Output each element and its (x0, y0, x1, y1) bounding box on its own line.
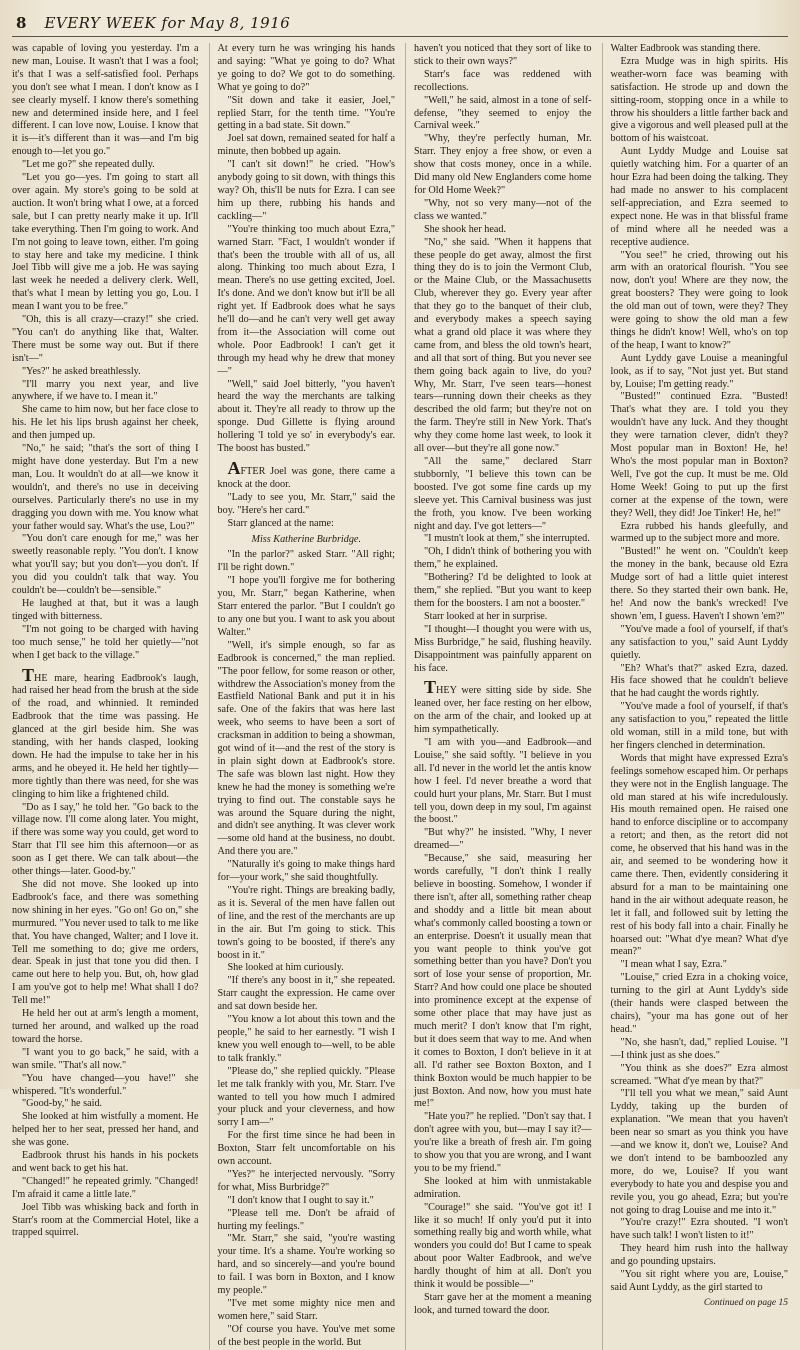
paragraph: Starr looked at her in surprise. (424, 610, 548, 622)
paragraph: "I've met some mighty nice men and women here," said Starr. (217, 1298, 395, 1322)
paragraph: "Oh, I didn't think of bothering you with them," he explained. (414, 546, 592, 571)
column-3 (405, 43, 592, 1350)
paragraph: Ezra Mudge was in high spirits. His weather-worn face was beaming with satisfaction. He strode up and down the sitting-room, stopping once in a while to throw his shoulders a little farther back and give a vigorous and well pleased pull at the bottom of his waistcoat. (610, 55, 788, 145)
paragraph: haven't you noticed that they sort of like to stick to their own ways?" (414, 43, 592, 67)
paragraph: "I mustn't look at them," she interrupted. (424, 533, 590, 545)
paragraph: Walter Eadbrook was standing there. (610, 43, 761, 54)
page-header (12, 14, 788, 37)
paragraph: "Bothering? I'd be delighted to look at them," she replied. "But you want to keep them for the boosters. I am not a booster." (414, 572, 592, 609)
paragraph: "I can't sit down!" he cried. "How's anybody going to sit down, with things this way? Oh, this'll be nuts for Ezra. I can see him up there, rubbing his hands and cackling—" (217, 159, 395, 222)
paragraph: "I'm not going to be charged with having too much sense," he told her quietly—"not when I get back to the village." (12, 623, 199, 661)
paragraph: Starr's face was reddened with recollections. (414, 68, 592, 93)
paragraph: She came to him now, but her face close to his. He let his lips brush against her cheek, and then jumped up. (12, 404, 199, 442)
paragraph: "I'll tell you what we mean," said Aunt Lyddy, taking up the burden of explanation. "We mean that you haven't been near so smart as you think you have—and we know it, don't we, Louise? And we don't intend to be bamboozled any more, do we, Louise? If you want everybody to hate you and despise you and revile you, you go ahead, Ezra; but you're not going to drag Louise and me into it." (610, 1088, 788, 1216)
paragraph: "Why, not so very many—not of the class we wanted." (414, 197, 592, 222)
paragraph: "You see!" he cried, throwing out his arm with an oratorical flourish. "You see now, don't you! Where are they now, the great boosters? They were going to look the old man out of town, were they? They were going to show the old man a few things he didn't know! Well, who's on top of the heap, I want to know?" (610, 249, 788, 351)
text-columns (12, 43, 788, 1348)
paragraph: She looked at him with unmistakable admiration. (414, 1175, 592, 1200)
paragraph: "Let you go—yes. I'm going to start all over again. My store's going to be sold at auction. It won't bring what I owe, at a forced sale, but I can pretty nearly make it up. It'll take everything. Then I'm going to work. And I'm not going to leave town, either. I'm going to stay here and take my medicine. I think Joel Tibb will give me a job. He was saying last week he needed a delivery clerk. Well, that's what I mean by letting you go, Lou. I mean I want you to be free." (12, 172, 199, 313)
paragraph: "All the same," declared Starr stubbornly, "I believe this town can be boosted. I've got some fine cards up my sleeve yet. This Carnival business was just the froth, you know. I've been working night and day. I've got letters—" (414, 456, 592, 532)
paragraph: "No," she said. "When it happens that these people do get away, almost the first thing they do is to join the Vermont Club, or the Maine Club, or the Massachusetts Club, wherever they go. Every year after that they go to the banquet of their club, and everybody makes a speech saying what a grand old place it was where they came from, and bless the old town's heart, and all that sort of thing. But you never see them going back again to live, do you? Why, Mr. Starr, I've seen tears—honest tears—running down their cheeks as they described the old farm; but they're not on the farm. They're still in New York. That's why they come home last week, to look it all over—but they're all gone now." (414, 236, 592, 455)
paragraph: "I thought—I thought you were with us, Miss Burbridge," he said, flushing heavily. Disappointment was painfully apparent on his face. (414, 623, 592, 674)
paragraph: "Of course you have. You've met some of the best people in the world. But (217, 1323, 395, 1348)
paragraph: "Eh? What's that?" asked Ezra, dazed. His face showed that he couldn't believe that he had caught the words rightly. (610, 662, 788, 700)
paragraph: She shook her head. (424, 223, 507, 235)
paragraph: "Louise," cried Ezra in a choking voice, turning to the girl at Aunt Lyddy's side (their hands were clasped between the chairs), "your ma has gone out of her head." (610, 972, 788, 1035)
paragraph: "I am with you—and Eadbrook—and Louise," she said softly. "I believe in you all. I'd never in the world let the antis know how I feel. I'd never breathe a word that could hurt your plans, Mr. Starr. But I must tell you, down deep in my soul, I'm against the boost." (414, 737, 592, 826)
paragraph: "Yes?" he interjected nervously. "Sorry for what, Miss Burbridge?" (217, 1168, 395, 1193)
paragraph: "I'll marry you next year, and live anywhere, if we have to. I mean it." (12, 378, 199, 403)
paragraph: "If there's any boost in it," she repeated. Starr caught the expression. He came over and sat down beside her. (217, 975, 395, 1013)
paragraph: "You've made a fool of yourself, if that's any satisfaction to you," said Aunt Lyddy quietly. (610, 623, 788, 661)
paragraph: "Oh, this is all crazy—crazy!" she cried. "You can't do anything like that, Walter. There must be some way out. But if there isn't—" (12, 314, 199, 364)
paragraph: Aunt Lyddy gave Louise a meaningful look, as if to say, "Not just yet. But stand by, Louise; I'm getting ready." (610, 352, 788, 390)
paragraph: "In the parlor?" asked Starr. "All right; I'll be right down." (217, 549, 395, 574)
paragraph: "Lady to see you, Mr. Starr," said the boy. "Here's her card." (217, 491, 395, 516)
paragraph: "You've made a fool of yourself, if that's any satisfaction to you," repeated the little old woman, still in a mild tone, but with her fingers clenched in determination. (610, 701, 788, 751)
column-2 (209, 43, 396, 1350)
paragraph: "You know a lot about this town and the people," he said to her earnestly. "I wish I knew you well enough to—well, to be able to talk frankly." (217, 1014, 395, 1064)
paragraph: For the first time since he had been in Boxton, Starr felt uncomfortable on his own account. (217, 1130, 395, 1168)
column-4 (602, 43, 789, 1350)
paragraph: "Hate you?" he replied. "Don't say that. I don't agree with you, but—may I say it?—you're like a breath of fresh air. I'm going to show you that you are wrong, and I want you to be my friend." (414, 1111, 592, 1174)
paragraph: She looked at him curiously. (227, 962, 344, 974)
paragraph: "No, she hasn't, dad," replied Louise. "I—I think just as she does." (610, 1036, 788, 1061)
paragraph: AFTER Joel was gone, there came a knock at the door. (217, 458, 395, 490)
paragraph: "You're thinking too much about Ezra," warned Starr. "Fact, I wouldn't wonder if that's been the trouble with all of us, all along. Thinking too much about Ezra, I mean. There's no use getting excited, Joel. It's done. And we don't know but it'll be all right yet. If Eadbrook does what he says he'll do—and he can't very well get away from it—the Association will come out whole. Poor Eadbrook! I can't get it through my head why he drew that money—" (217, 223, 395, 377)
paragraph: She looked at him wistfully a moment. He helped her to her seat, pressed her hand, and she was gone. (12, 1111, 199, 1149)
paragraph: Joel Tibb was whisking back and forth in Starr's room at the Commercial Hotel, like a trapped squirrel. (12, 1201, 199, 1239)
paragraph: "Please tell me. Don't be afraid of hurting my feelings." (217, 1207, 395, 1232)
paragraph: "But why?" he insisted. "Why, I never dreamed—" (414, 827, 592, 852)
paragraph: "Because," she said, measuring her words carefully, "I don't think I really believe in boosting. Somehow, I wonder if there isn't, after all, something rather cheap and shoddy and a little bit mean about what's commonly called boosting a town or an enterprise. Doesn't it usually mean that you want people to think you've got something better than you have? Don't you sort of lose your sense of proportion, Mr. Starr? And how could one place be shouted into prominence except at the expense of some other place that may have just as much merit? I don't know that I'm right, but it does seem that way to me. And when it comes to Boxton, I don't believe in it at all. I'd rather see Boxton Boxton, and I think Boxton would be much happier to be just Boxton. And now, how you must hate me!" (414, 853, 592, 1110)
paragraph: "You sit right where you are, Louise," said Aunt Lyddy, as the girl started to (610, 1269, 788, 1293)
paragraph: "Yes?" he asked breathlessly. (22, 365, 141, 377)
paragraph: THE mare, hearing Eadbrook's laugh, had raised her head from the brush at the side of the road, and whinnied. It reminded Eadbrook that the time was passing. He glanced at the girl beside him. She was standing, with her hands clasped, looking down. He had the impulse to take her in his arms, and he obeyed it. He held her tightly—more tightly than there was need, for she was clinging to him like a frightened child. (12, 664, 199, 800)
continued-note: Continued on page 15 (703, 1297, 788, 1308)
paragraph: "Well," he said, almost in a tone of self-defense, "they seemed to enjoy the Carnival week." (414, 94, 592, 132)
paragraph: Aunt Lyddy Mudge and Louise sat quietly watching him. For a quarter of an hour Ezra had been doing the talking. They had made no answer to his complacent self-appreciation, and Ezra seemed to expect none. He was in that blissful frame of mind where all he needed was a receptive audience. (610, 146, 788, 248)
paragraph: "Changed!" he repeated grimly. "Changed! I'm afraid it came a little late." (12, 1175, 199, 1200)
paragraph: "Busted!" continued Ezra. "Busted! That's what they are. I told you they wouldn't have any luck. And they thought they were tarnation clever, didn't they? Most popular man in Boxton! He, he! Who's the most popular man in Boxton? Well, I've got the cup. It must be me. Old Home Week! Going to put up the first corner at the expense of the town, were they? Well, they did! Joe Tinker! He, he!" (610, 391, 788, 519)
paragraph: Words that might have expressed Ezra's feelings somehow escaped him. Or perhaps they were not in the English language. The old man stared at his wife incredulously. His mouth remained open. He raised one hand to enforce discipline or to accompany a retort; and then, as the retort did not come, he observed that his hand was in the air, and seemed to be wondering how it came there. Then, evidently considering it absurd for a man to be maintaining one hand in the air without adequate reason, he let it fall, and followed suit by letting the rest of his body fall into a chair. Finally he hoarsed out: "What d'ye mean? What d'ye mean?" (610, 752, 788, 958)
page-number: 8 (16, 14, 27, 32)
paragraph: "You're right. Things are breaking badly, as it is. Several of the men have fallen out of line, and the rest of the merchants are up in the air. But I'm going to stick. This town's going to be boosted, if there's any boost in it." (217, 885, 395, 961)
paragraph: "Well," said Joel bitterly, "you haven't heard the way the merchants are talking about it. They're all ready to throw up the sponge. Dud Gillette is flying around hollering 'I told ye so' in everybody's ear. The boost has busted." (217, 378, 395, 455)
running-title: EVERY WEEK for May 8, 1916 (44, 14, 291, 32)
paragraph: "You don't care enough for me," was her sweetly reasonable reply. "You don't. I know what you'll say; but you don't—you don't. If you did you couldn't talk that way. You couldn't be—couldn't be—sensible." (12, 533, 199, 597)
paragraph: "I want you to go back," he said, with a wan smile. "That's all now." (12, 1046, 199, 1071)
paragraph: "Courage!" she said. "You've got it! I like it so much! If only you'd put it into something really big and worth while, what wonders you could do! But I came to speak about poor Walter Eadbrook, and we've hardly thought of him at all. Don't you think it would be possible—" (414, 1201, 592, 1291)
paragraph: "Naturally it's going to make things hard for—your work," she said thoughtfully. (217, 859, 395, 884)
paragraph: "Why, they're perfectly human, Mr. Starr. They enjoy a free show, or even a show that costs money, once in a while. Did many old New Englanders come home for Old Home Week?" (414, 133, 592, 196)
paragraph: "Let me go?" she repeated dully. (22, 159, 155, 171)
paragraph: "No," he said; "that's the sort of thing I might have done yesterday. But I'm a new man, Lou. It wouldn't do at all—we know it wouldn't, and there's no use in deceiving ourselves. Particularly there's no use in my dragging you down with me. You know what your father would say. What's the use, Lou?" (12, 443, 199, 532)
paragraph: "You're crazy!" Ezra shouted. "I won't have such talk! I won't listen to it!" (610, 1217, 788, 1242)
paragraph: "Mr. Starr," she said, "you're wasting your time. It's a shame. You're working so hard, and so sincerely—and you're bound to fail. I was born in Boxton, and I know my people." (217, 1233, 395, 1297)
paragraph: He held her out at arm's length a moment, turned her around, and walked up the road toward the horse. (12, 1008, 199, 1045)
paragraph: THEY were sitting side by side. She leaned over, her face resting on her elbow, on the arm of the chair, and looked up at him sympathetically. (414, 677, 592, 736)
paragraph: Starr gave her at the moment a meaning look, and turned toward the door. (414, 1292, 592, 1316)
paragraph: "You think as she does?" Ezra almost screamed. "What d'ye mean by that?" (610, 1062, 788, 1087)
paragraph: "Busted!" he went on. "Couldn't keep the money in the bank, because old Ezra Mudge sort of had a little quiet interest there. So they started their own bank. He, he! And now the bank's wrecked! I've shown 'em, I guess. Haven't I shown 'em?" (610, 546, 788, 622)
paragraph: "I don't know that I ought to say it." (227, 1194, 374, 1206)
column-1 (12, 43, 199, 1350)
paragraph: "Good-by," he said. (22, 1098, 103, 1110)
paragraph: "I hope you'll forgive me for bothering you, Mr. Starr," began Katherine, when Starr entered the parlor. "But I couldn't go to any one but you. I want to ask you about Walter." (217, 575, 395, 638)
paragraph: "You have changed—you have!" she whispered. "It's wonderful." (12, 1072, 199, 1097)
paragraph: Ezra rubbed his hands gleefully, and warmed up to the subject more and more. (610, 520, 788, 545)
paragraph: She did not move. She looked up into Eadbrook's face, and there was something now shining in her eyes. "Go on! Go on," she murmured. "You never used to talk to me like that. You have changed, Walter; and I love it. Tell me something to do; give me orders, dear. Speak in just that tone you did then. I came out here to help you. But, oh, how glad I am you've got to help me! What shall I do? Tell me!" (12, 879, 199, 1007)
paragraph: Eadbrook thrust his hands in his pockets and went back to get his hat. (12, 1150, 199, 1174)
paragraph: "I mean what I say, Ezra." (620, 959, 727, 971)
paragraph: They heard him rush into the hallway and go pounding upstairs. (610, 1243, 788, 1268)
paragraph: Miss Katherine Burbridge. (251, 533, 361, 545)
paragraph: Starr glanced at the name: (227, 517, 334, 529)
paragraph: "Sit down and take it easier, Joel," replied Starr, for the tenth time. "You're getting in a bad state. Sit down." (217, 94, 395, 132)
paragraph: At every turn he was wringing his hands and saying: "What ye going to do? What ye going to do? We got to do something. What ye going to do?" (217, 43, 395, 93)
paragraph: "Please do," she replied quickly. "Please let me talk frankly with you, Mr. Starr. I've wanted to tell you how much I admired your pluck and your cleverness, and how sorry I am—" (217, 1065, 395, 1129)
paragraph: He laughed at that, but it was a laugh tinged with bitterness. (12, 597, 199, 622)
paragraph: "Do as I say," he told her. "Go back to the village now. I'll come along later. You might, if there was some way you could, get word to Starr that I'll see him this afternoon—or as soon as I get there. We can talk about—the other things—later. Good-by." (12, 801, 199, 878)
paragraph: was capable of loving you yesterday. I'm a new man, Louise. It wasn't that I was a fool; it's that I was a self-satisfied fool. Perhaps you don't see what I mean. I don't know as I see clearly myself. I know there's something new and determined inside here, and I feel different. I can love now, Louise. I know that it is—it's different than it was—and I'm big enough to—let you go." (12, 43, 199, 158)
paragraph: Joel sat down, remained seated for half a minute, then bobbed up again. (217, 133, 395, 158)
paragraph: "Well, it's simple enough, so far as Eadbrook is concerned," the man replied. "The poor fellow, for some reason or other, withdrew the Association's money from the Eastfield National Bank and put it in his safe. One of the fakirs that was here last week, who seems to have been a sort of cracksman in addition to being a showman, got wind of it—and the rest of the story is in plain sight down at Eadbrook's store. The safe was blown last night. How they knew he had the money is something we're trying to find out. The constable says he was around the Square during the night, and didn't see anything. It was clever work—some old hand at the business, no doubt. And there you are." (217, 639, 395, 858)
